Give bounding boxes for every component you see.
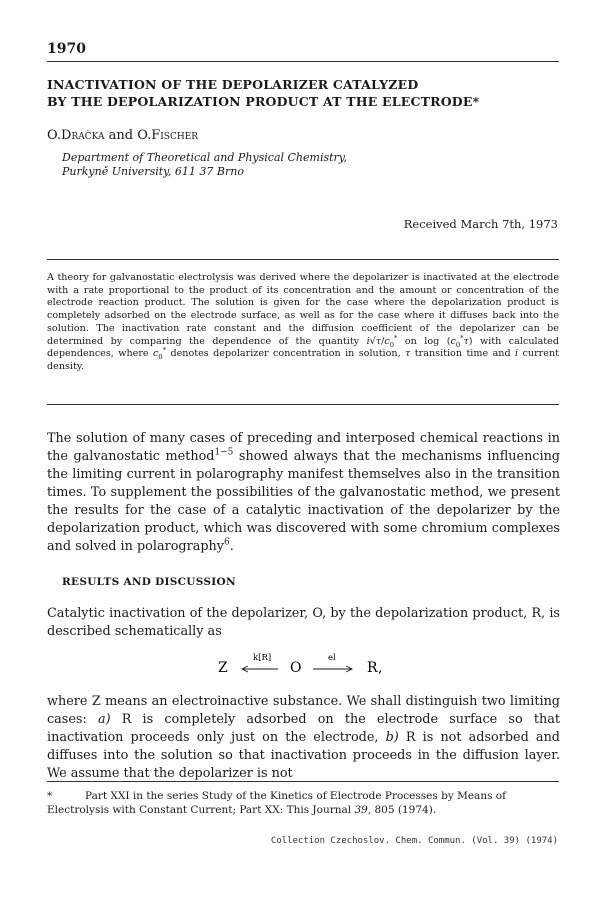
paragraph-intro: The solution of many cases of preceding and interposed chemical reactions in the galvanostatic method$^{1-5}$ showed always that the mechanisms influencing the limiting current in polarography manifest themselves also in the transition times. To supplement the possibilities of the galvanostatic method, we present the results for the case of a catalytic inactivation of the depolarizer by the depolarization product, which was discovered with some chromium complexes and solved in polarography$^6$. [47, 431, 561, 554]
header-rule [47, 61, 559, 62]
section-heading: RESULTS AND DISCUSSION [62, 576, 236, 588]
article-title [47, 76, 562, 110]
footnote-rule [47, 781, 559, 782]
scheme-z: Z [218, 660, 228, 676]
scheme-el-label: el [328, 653, 336, 663]
paragraph-scheme-intro: Catalytic inactivation of the depolarizer, O, by the depolarization product, R, is described schematically as [47, 606, 560, 639]
journal-footer: Collection Czechoslov. Chem. Commun. (Vol. 39) (1974) [270, 836, 558, 846]
affiliation: Department of Theoretical and Physical Chemistry, Purkyně University, 611 37 Brno [62, 151, 348, 178]
paragraph-cases: where Z means an electroinactive substance. We shall distinguish two limiting cases: a) R is completely adsorbed on the electrode surface so that inactivation proceeds only just on the electrode, b) R is not adsorbed and diffuses into the solution so that inactivation proceeds in the diffusion layer. We assume that the depolarizer is not [47, 694, 560, 781]
scheme-k-label: k[R] [253, 653, 272, 663]
abstract-top-rule [47, 259, 559, 260]
scheme-o: O [290, 660, 302, 676]
authors: O.Dračka and O.Fischer [47, 128, 199, 143]
title-line-1: INACTIVATION OF THE DEPOLARIZER CATALYZED [47, 77, 419, 92]
abstract: A theory for galvanostatic electrolysis was derived where the depolarizer is inactivated at the electrode with a rate proportional to the product of its concentration and the amount or concentration of the electrode reaction product. The solution is given for the case where the depolarization product is completely adsorbed on the electrode surface, as well as for the case where it diffuses back into the solution. The inactivation rate constant and the diffusion coefficient of the depolarizer can be determined by comparing the dependence of the quantity $i√\tau/c_0^*$ on $\log (c_0^*\tau)$ with calculated dependences, where $c_0^*$ denotes depolarizer concentration in solution, τ transition time and i current density. [47, 272, 559, 372]
footnote: * Part XXI in the series Study of the Kinetics of Electrode Processes by Means of Electrolysis with Constant Current; Part XX: This Journal 39, 805 (1974). [47, 790, 507, 816]
abstract-bottom-rule [47, 404, 559, 405]
author-2: Fischer [151, 128, 199, 143]
svg-text:,: , [378, 660, 383, 676]
received-date: Received March 7th, 1973 [403, 217, 558, 231]
author-1: Dračka [61, 128, 105, 143]
scheme-r: R [367, 660, 378, 676]
reaction-scheme [200, 644, 420, 684]
title-line-2: BY THE DEPOLARIZATION PRODUCT AT THE ELECTRODE* [47, 94, 480, 109]
page-number: 1970 [47, 41, 86, 57]
